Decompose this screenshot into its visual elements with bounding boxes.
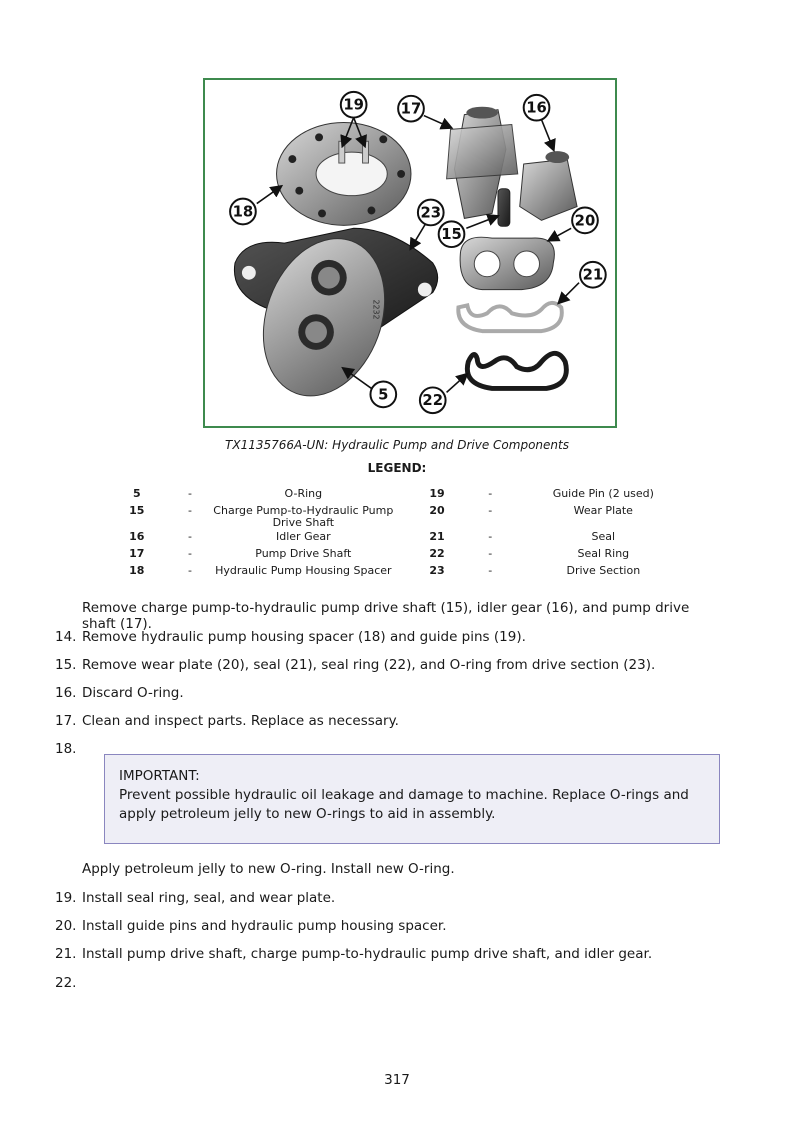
legend-dash: - [187, 487, 192, 500]
svg-text:17: 17 [400, 100, 422, 118]
legend-number: 18 [129, 564, 145, 577]
callout-17 [398, 96, 424, 122]
component-illustration [203, 78, 617, 428]
callout-16 [524, 95, 550, 121]
housing-spacer-part [277, 123, 411, 226]
svg-text:5: 5 [378, 386, 389, 404]
wear-plate-part [460, 237, 554, 289]
figure-caption: TX1135766A-UN: Hydraulic Pump and Drive Components [225, 438, 569, 452]
step-18-text: Apply petroleum jelly to new O-ring. Install new O-ring. [82, 861, 455, 877]
legend-number: 22 [429, 547, 445, 560]
legend-title: LEGEND: [367, 461, 427, 475]
legend-description: Seal [591, 530, 616, 543]
step-14-number: 14. [55, 629, 77, 645]
legend-description: Idler Gear [276, 530, 331, 543]
legend-description: O-Ring [284, 487, 323, 500]
step-17-number: 17. [55, 713, 77, 729]
step-20-text: Install guide pins and hydraulic pump housing spacer. [82, 918, 447, 934]
legend-dash: - [488, 504, 493, 517]
legend-row [100, 487, 700, 504]
svg-text:19: 19 [343, 96, 364, 114]
legend-dash: - [488, 487, 493, 500]
legend-number: 19 [429, 487, 445, 500]
legend-description: Charge Pump-to-Hydraulic Pump Drive Shaft [213, 504, 394, 529]
legend-description: Wear Plate [573, 504, 633, 517]
callout-21 [580, 262, 606, 288]
legend-dash: - [488, 547, 493, 560]
legend-description: Pump Drive Shaft [255, 547, 352, 560]
legend-row [100, 530, 700, 547]
step-16-text: Discard O-ring. [82, 685, 184, 701]
legend-number: 17 [129, 547, 145, 560]
important-notice [104, 754, 720, 844]
legend-number: 21 [429, 530, 445, 543]
important-text: Prevent possible hydraulic oil leakage and damage to machine. Replace O-rings and apply petroleum jelly to new O-rings to aid in assembly. [119, 787, 689, 822]
legend-dash: - [187, 504, 192, 517]
step-14-text: Remove hydraulic pump housing spacer (18) and guide pins (19). [82, 629, 526, 645]
step-18-number: 18. [55, 741, 77, 757]
legend-description: Seal Ring [577, 547, 630, 560]
step-21-text: Install pump drive shaft, charge pump-to-hydraulic pump drive shaft, and idler gear. [82, 946, 653, 962]
callout-15 [439, 221, 465, 247]
step-17-text: Clean and inspect parts. Replace as necessary. [82, 713, 399, 729]
step-20-number: 20. [55, 918, 77, 934]
callout-5 [370, 382, 396, 408]
svg-text:21: 21 [582, 266, 604, 284]
seal-part [458, 303, 562, 331]
callout-18 [230, 199, 256, 225]
important-title: IMPORTANT: [119, 768, 200, 784]
page-number: 317 [384, 1072, 410, 1088]
seal-ring-part [467, 353, 566, 388]
legend-dash: - [187, 564, 192, 577]
legend-number: 16 [129, 530, 145, 543]
callout-22 [420, 387, 446, 413]
legend-number: 23 [429, 564, 445, 577]
callout-23 [418, 200, 444, 226]
legend-row [100, 504, 700, 530]
step-16-number: 16. [55, 685, 77, 701]
legend-number: 15 [129, 504, 145, 517]
step-19-number: 19. [55, 890, 77, 906]
legend-description: Guide Pin (2 used) [552, 487, 654, 500]
step-22-number: 22. [55, 975, 77, 991]
svg-text:20: 20 [574, 212, 596, 230]
step-21-number: 21. [55, 946, 77, 962]
step-15-number: 15. [55, 657, 77, 673]
svg-text:16: 16 [526, 99, 547, 117]
idler-gear-part [520, 151, 577, 220]
step-15-text: Remove wear plate (20), seal (21), seal ring (22), and O-ring from drive section (23). [82, 657, 656, 673]
legend-description: Drive Section [566, 564, 641, 577]
svg-text:18: 18 [232, 203, 254, 221]
svg-text:22: 22 [422, 392, 444, 410]
legend-dash: - [187, 530, 192, 543]
legend-description: Hydraulic Pump Housing Spacer [215, 564, 392, 577]
callout-19 [341, 92, 367, 118]
legend-dash: - [488, 564, 493, 577]
legend-row [100, 564, 700, 581]
callout-20 [572, 208, 598, 234]
drive-section-part [234, 221, 437, 413]
step-intro-text: Remove charge pump-to-hydraulic pump drive shaft (15), idler gear (16), and pump drive shaft (17). [82, 600, 690, 632]
charge-shaft-part [498, 189, 510, 227]
step-19-text: Install seal ring, seal, and wear plate. [82, 890, 336, 906]
legend-row [100, 547, 700, 564]
legend-table [100, 487, 700, 581]
svg-text:15: 15 [441, 226, 462, 244]
legend-number: 5 [132, 487, 141, 500]
legend-dash: - [187, 547, 192, 560]
legend-number: 20 [429, 504, 445, 517]
part-stamp: 2232 [371, 299, 381, 320]
legend-dash: - [488, 530, 493, 543]
svg-text:23: 23 [420, 204, 442, 222]
